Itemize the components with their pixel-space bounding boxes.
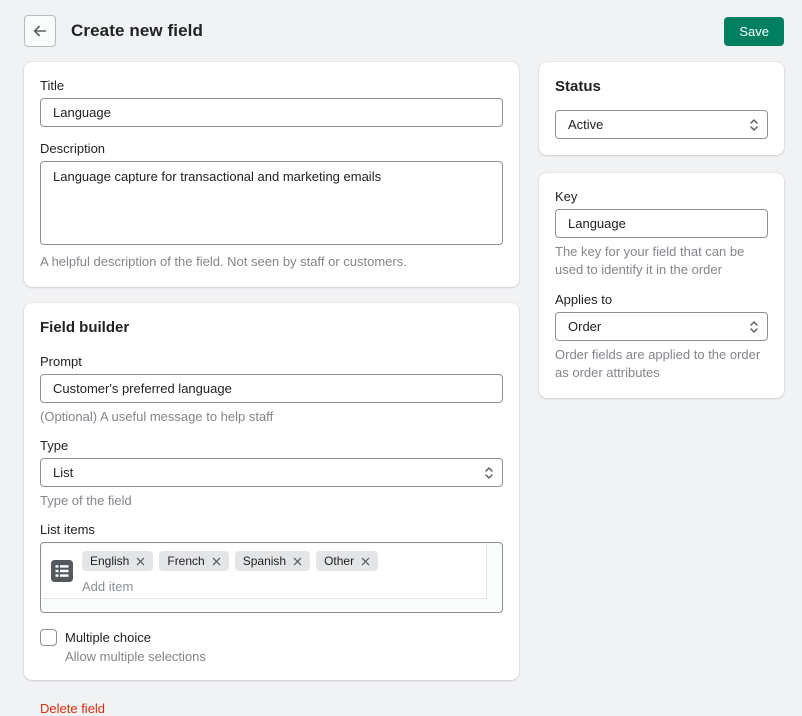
tag-remove-icon[interactable] xyxy=(212,557,221,566)
type-select[interactable] xyxy=(40,458,503,487)
status-select[interactable] xyxy=(555,110,768,139)
back-button[interactable] xyxy=(24,15,56,47)
chevron-updown-icon xyxy=(748,320,760,334)
chevron-updown-icon xyxy=(748,118,760,132)
list-item-tag xyxy=(235,551,310,571)
key-card xyxy=(539,173,784,398)
tag-label: Spanish xyxy=(242,554,287,568)
list-item-tag xyxy=(316,551,378,571)
applies-to-help: Order fields are applied to the order as order attributes xyxy=(555,347,761,380)
chevron-updown-icon xyxy=(483,466,495,480)
prompt-input[interactable] xyxy=(40,374,503,403)
add-item-input[interactable] xyxy=(82,579,446,594)
description-help: A helpful description of the field. Not seen by staff or customers. xyxy=(40,254,407,269)
list-bullets-icon xyxy=(42,544,82,598)
top-bar xyxy=(0,0,802,62)
multiple-choice-checkbox[interactable] xyxy=(40,629,57,646)
side-column xyxy=(539,62,784,716)
applies-to-select-value: Order xyxy=(568,319,602,334)
description-textarea[interactable] xyxy=(40,161,503,245)
field-builder-card xyxy=(24,303,519,680)
multiple-choice-label: Multiple choice xyxy=(65,630,151,645)
field-builder-heading: Field builder xyxy=(40,319,130,336)
tag-label: French xyxy=(167,554,205,568)
prompt-label: Prompt xyxy=(40,354,82,369)
tag-label: Other xyxy=(324,554,355,568)
type-label: Type xyxy=(40,438,69,453)
multiple-choice-help: Allow multiple selections xyxy=(65,649,206,664)
delete-field-link[interactable]: Delete field xyxy=(40,701,106,716)
list-items-box[interactable] xyxy=(40,542,503,613)
type-select-value: List xyxy=(53,465,74,480)
tag-remove-icon[interactable] xyxy=(361,557,370,566)
applies-to-label: Applies to xyxy=(555,292,613,307)
applies-to-select[interactable] xyxy=(555,312,768,341)
multiple-choice-row xyxy=(40,629,503,646)
page-title: Create new field xyxy=(71,21,203,40)
tag-remove-icon[interactable] xyxy=(136,557,145,566)
main-column xyxy=(24,62,519,716)
status-select-value: Active xyxy=(568,117,604,132)
status-heading: Status xyxy=(555,78,601,95)
key-help: The key for your field that can be used to identify it in the order xyxy=(555,244,745,277)
tag-label: English xyxy=(90,554,130,568)
status-card xyxy=(539,62,784,155)
list-items-label: List items xyxy=(40,522,95,537)
description-label: Description xyxy=(40,141,106,156)
title-label: Title xyxy=(40,78,65,93)
list-items-content xyxy=(82,544,486,598)
arrow-left-icon xyxy=(31,22,49,40)
type-help: Type of the field xyxy=(40,493,132,508)
key-label: Key xyxy=(555,189,578,204)
save-button[interactable]: Save xyxy=(724,17,784,46)
key-input[interactable] xyxy=(555,209,768,238)
list-item-tag xyxy=(82,551,153,571)
title-input[interactable] xyxy=(40,98,503,127)
list-items-inner xyxy=(42,544,487,599)
prompt-help: (Optional) A useful message to help staff xyxy=(40,409,274,424)
list-items-tags xyxy=(82,551,486,575)
list-item-tag xyxy=(159,551,228,571)
general-card xyxy=(24,62,519,287)
tag-remove-icon[interactable] xyxy=(293,557,302,566)
content xyxy=(0,62,802,716)
